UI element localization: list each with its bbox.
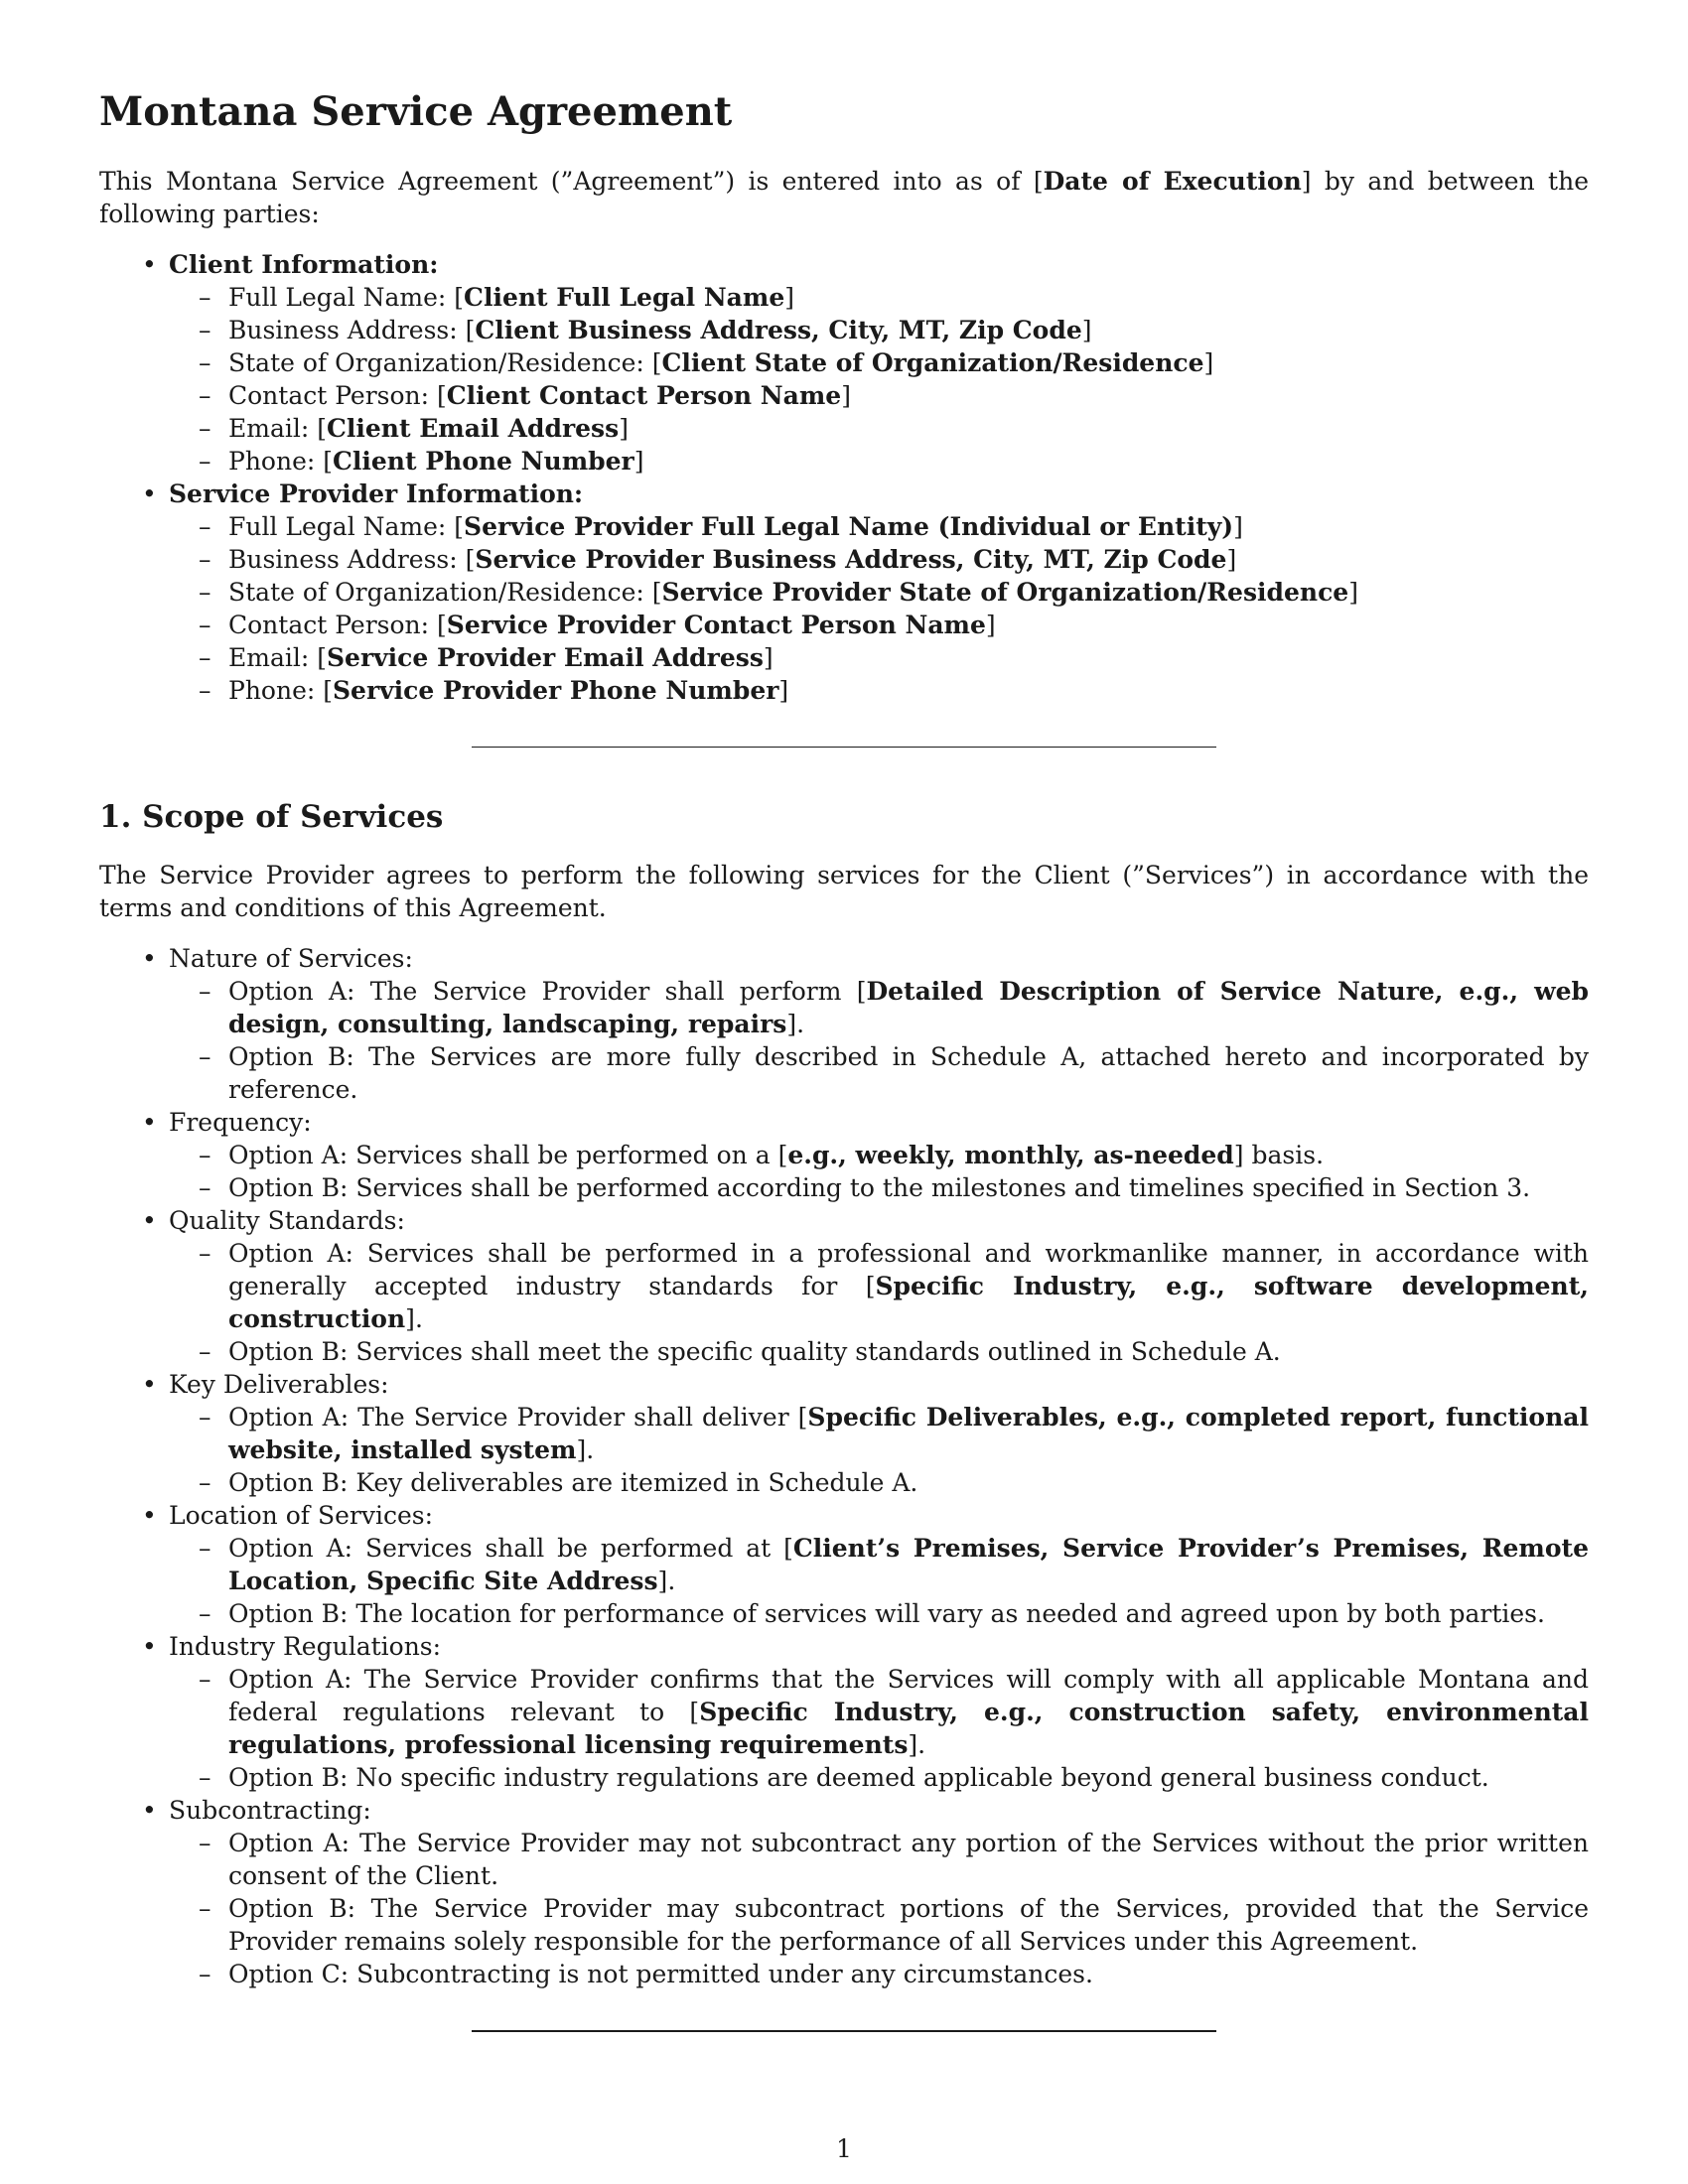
field-label: State of Organization/Residence: [228, 578, 644, 607]
field-placeholder: Client State of Organization/Residence [661, 348, 1204, 377]
option-suffix: . [586, 1435, 595, 1464]
provider-fields [169, 510, 1589, 707]
option-suffix: . [796, 1010, 805, 1038]
field-label: Phone: [228, 676, 316, 705]
provider-heading: Service Provider Information: [169, 479, 584, 508]
field-placeholder: Service Provider Contact Person Name [446, 611, 986, 639]
field-label: Phone: [228, 447, 316, 476]
item-label: Key Deliverables: [169, 1370, 389, 1399]
option-b: – Option B: Services shall meet the specific quality standards outlined in Schedule A. [228, 1335, 1589, 1368]
quality-standards [169, 1204, 1589, 1368]
provider-field: – Phone: [Service Provider Phone Number] [228, 674, 1589, 707]
provider-field: – Email: [Service Provider Email Address] [228, 641, 1589, 674]
option-b: – Option B: The location for performance of services will vary as needed and agreed upon by both parties. [228, 1597, 1589, 1630]
item-label: Frequency: [169, 1108, 312, 1137]
options-list [169, 1663, 1589, 1794]
option-text: Option A: Services shall be performed in a professional and workmanlike manner, in accordance with generally accepted industry standards for [228, 1239, 1589, 1300]
client-information [169, 248, 1589, 478]
page-number: 1 [836, 2134, 852, 2163]
option-placeholder: Specific Industry, e.g., construction safety, environmental regulations, professional licensing requirements [228, 1698, 1589, 1759]
option-b: – Option B: The Service Provider may subcontract portions of the Services, provided that the Service Provider remains solely responsible for the performance of all Services under this Agreement. [228, 1892, 1589, 1958]
location-of-services [169, 1499, 1589, 1630]
field-placeholder: Service Provider Phone Number [333, 676, 779, 705]
subcontracting [169, 1794, 1589, 1990]
field-label: State of Organization/Residence: [228, 348, 644, 377]
field-label: Email: [228, 414, 310, 443]
option-a: – Option A: The Service Provider may not subcontract any portion of the Services without the prior written consent of the Client. [228, 1827, 1589, 1892]
field-label: Business Address: [228, 545, 458, 574]
key-deliverables [169, 1368, 1589, 1499]
client-field: – Business Address: [Client Business Address, City, MT, Zip Code] [228, 314, 1589, 346]
option-b: – Option B: No specific industry regulations are deemed applicable beyond general business conduct. [228, 1761, 1589, 1794]
section-heading: 1. Scope of Services [99, 799, 444, 835]
option-a: – Option A: The Service Provider confirms that the Services will comply with all applicable Montana and federal regulations relevant to [Specific Industry, e.g., construction safety, environmental regulations, professional licensing requirements]. [228, 1663, 1589, 1761]
option-placeholder: Client’s Premises, Service Provider’s Premises, Remote Location, Specific Site Address [228, 1534, 1590, 1595]
options-list [169, 1401, 1589, 1499]
option-a: – Option A: Services shall be performed in a professional and workmanlike manner, in accordance with generally accepted industry standards for [Specific Industry, e.g., software development, construction]. [228, 1237, 1589, 1335]
option-placeholder: Specific Deliverables, e.g., completed report, functional website, installed system [228, 1403, 1589, 1464]
option-suffix: basis. [1243, 1141, 1325, 1169]
document-title: Montana Service Agreement [99, 88, 733, 135]
client-field: – State of Organization/Residence: [Client State of Organization/Residence] [228, 346, 1589, 379]
provider-field: – Full Legal Name: [Service Provider Full Legal Name (Individual or Entity)] [228, 510, 1589, 543]
provider-field: – Business Address: [Service Provider Business Address, City, MT, Zip Code] [228, 543, 1589, 576]
field-placeholder: Client Full Legal Name [464, 283, 785, 312]
client-field: – Phone: [Client Phone Number] [228, 445, 1589, 478]
document-page [99, 87, 1589, 2032]
provider-field: – Contact Person: [Service Provider Contact Person Name] [228, 609, 1589, 641]
field-placeholder: Service Provider Business Address, City, MT, Zip Code [475, 545, 1227, 574]
intro-paragraph: This Montana Service Agreement (”Agreement”) is entered into as of [Date of Execution] by and between the following parties: [99, 167, 1589, 228]
option-placeholder: Detailed Description of Service Nature, e.g., web design, consulting, landscaping, repairs [228, 977, 1589, 1038]
industry-regulations [169, 1630, 1589, 1794]
item-label: Subcontracting: [169, 1796, 371, 1825]
provider-field: – State of Organization/Residence: [Service Provider State of Organization/Residence] [228, 576, 1589, 609]
item-label: Nature of Services: [169, 944, 413, 973]
option-text: Option A: Services shall be performed at [228, 1534, 784, 1563]
option-a: – Option A: The Service Provider shall perform [Detailed Description of Service Nature, e.g., web design, consulting, landscaping, repairs]. [228, 975, 1589, 1040]
client-field: – Full Legal Name: [Client Full Legal Name] [228, 281, 1589, 314]
option-b: – Option B: The Services are more fully described in Schedule A, attached hereto and incorporated by reference. [228, 1040, 1589, 1106]
options-list [169, 1237, 1589, 1368]
client-fields [169, 281, 1589, 478]
field-placeholder: Client Business Address, City, MT, Zip Code [475, 316, 1082, 344]
option-placeholder: e.g., weekly, monthly, as-needed [787, 1141, 1234, 1169]
field-label: Full Legal Name: [228, 512, 447, 541]
client-field: – Email: [Client Email Address] [228, 412, 1589, 445]
section-divider [472, 2030, 1216, 2032]
date-of-execution-placeholder: Date of Execution [1043, 167, 1302, 196]
nature-of-services [169, 942, 1589, 1106]
option-suffix: . [667, 1567, 676, 1595]
frequency [169, 1106, 1589, 1204]
item-label: Quality Standards: [169, 1206, 405, 1235]
field-placeholder: Client Email Address [326, 414, 620, 443]
options-list [169, 975, 1589, 1106]
client-heading: Client Information: [169, 250, 439, 279]
field-placeholder: Service Provider Full Legal Name (Individual or Entity) [464, 512, 1234, 541]
option-c: – Option C: Subcontracting is not permitted under any circumstances. [228, 1958, 1589, 1990]
field-label: Business Address: [228, 316, 458, 344]
parties-list [99, 248, 1589, 707]
field-placeholder: Client Phone Number [333, 447, 634, 476]
field-label: Full Legal Name: [228, 283, 447, 312]
options-list [169, 1532, 1589, 1630]
intro-suffix: by and between the following parties: [99, 167, 1589, 228]
item-label: Industry Regulations: [169, 1632, 442, 1661]
option-text: Option A: Services shall be performed on a [228, 1141, 778, 1169]
field-label: Contact Person: [228, 611, 430, 639]
options-list [169, 1139, 1589, 1204]
option-a: – Option A: Services shall be performed at [Client’s Premises, Service Provider’s Premises, Remote Location, Specific Site Address]. [228, 1532, 1589, 1597]
option-text: Option A: The Service Provider confirms that the Services will comply with all applicable Montana and federal regulations relevant to [228, 1665, 1589, 1726]
field-label: Email: [228, 643, 310, 672]
option-text: Option A: The Service Provider shall deliver [228, 1403, 798, 1432]
client-field: – Contact Person: [Client Contact Person Name] [228, 379, 1589, 412]
field-label: Contact Person: [228, 381, 430, 410]
field-placeholder: Client Contact Person Name [446, 381, 842, 410]
intro-prefix: This Montana Service Agreement (”Agreement”) is entered into as of [99, 167, 1034, 196]
provider-information [169, 478, 1589, 707]
option-a: – Option A: Services shall be performed on a [e.g., weekly, monthly, as-needed] basis. [228, 1139, 1589, 1171]
option-suffix: . [414, 1304, 423, 1333]
option-b: – Option B: Services shall be performed according to the milestones and timelines specified in Section 3. [228, 1171, 1589, 1204]
options-list [169, 1827, 1589, 1990]
option-suffix: . [917, 1730, 926, 1759]
option-a: – Option A: The Service Provider shall deliver [Specific Deliverables, e.g., completed report, functional website, installed system]. [228, 1401, 1589, 1466]
section-intro: The Service Provider agrees to perform the following services for the Client (”Services”) in accordance with the terms and conditions of this Agreement. [99, 861, 1589, 922]
section-divider [472, 747, 1216, 748]
option-text: Option A: The Service Provider shall perform [228, 977, 857, 1006]
field-placeholder: Service Provider Email Address [326, 643, 764, 672]
field-placeholder: Service Provider State of Organization/Residence [661, 578, 1349, 607]
option-placeholder: Specific Industry, e.g., software development, construction [228, 1272, 1589, 1333]
option-b: – Option B: Key deliverables are itemized in Schedule A. [228, 1466, 1589, 1499]
scope-list [99, 942, 1589, 1990]
item-label: Location of Services: [169, 1501, 433, 1530]
